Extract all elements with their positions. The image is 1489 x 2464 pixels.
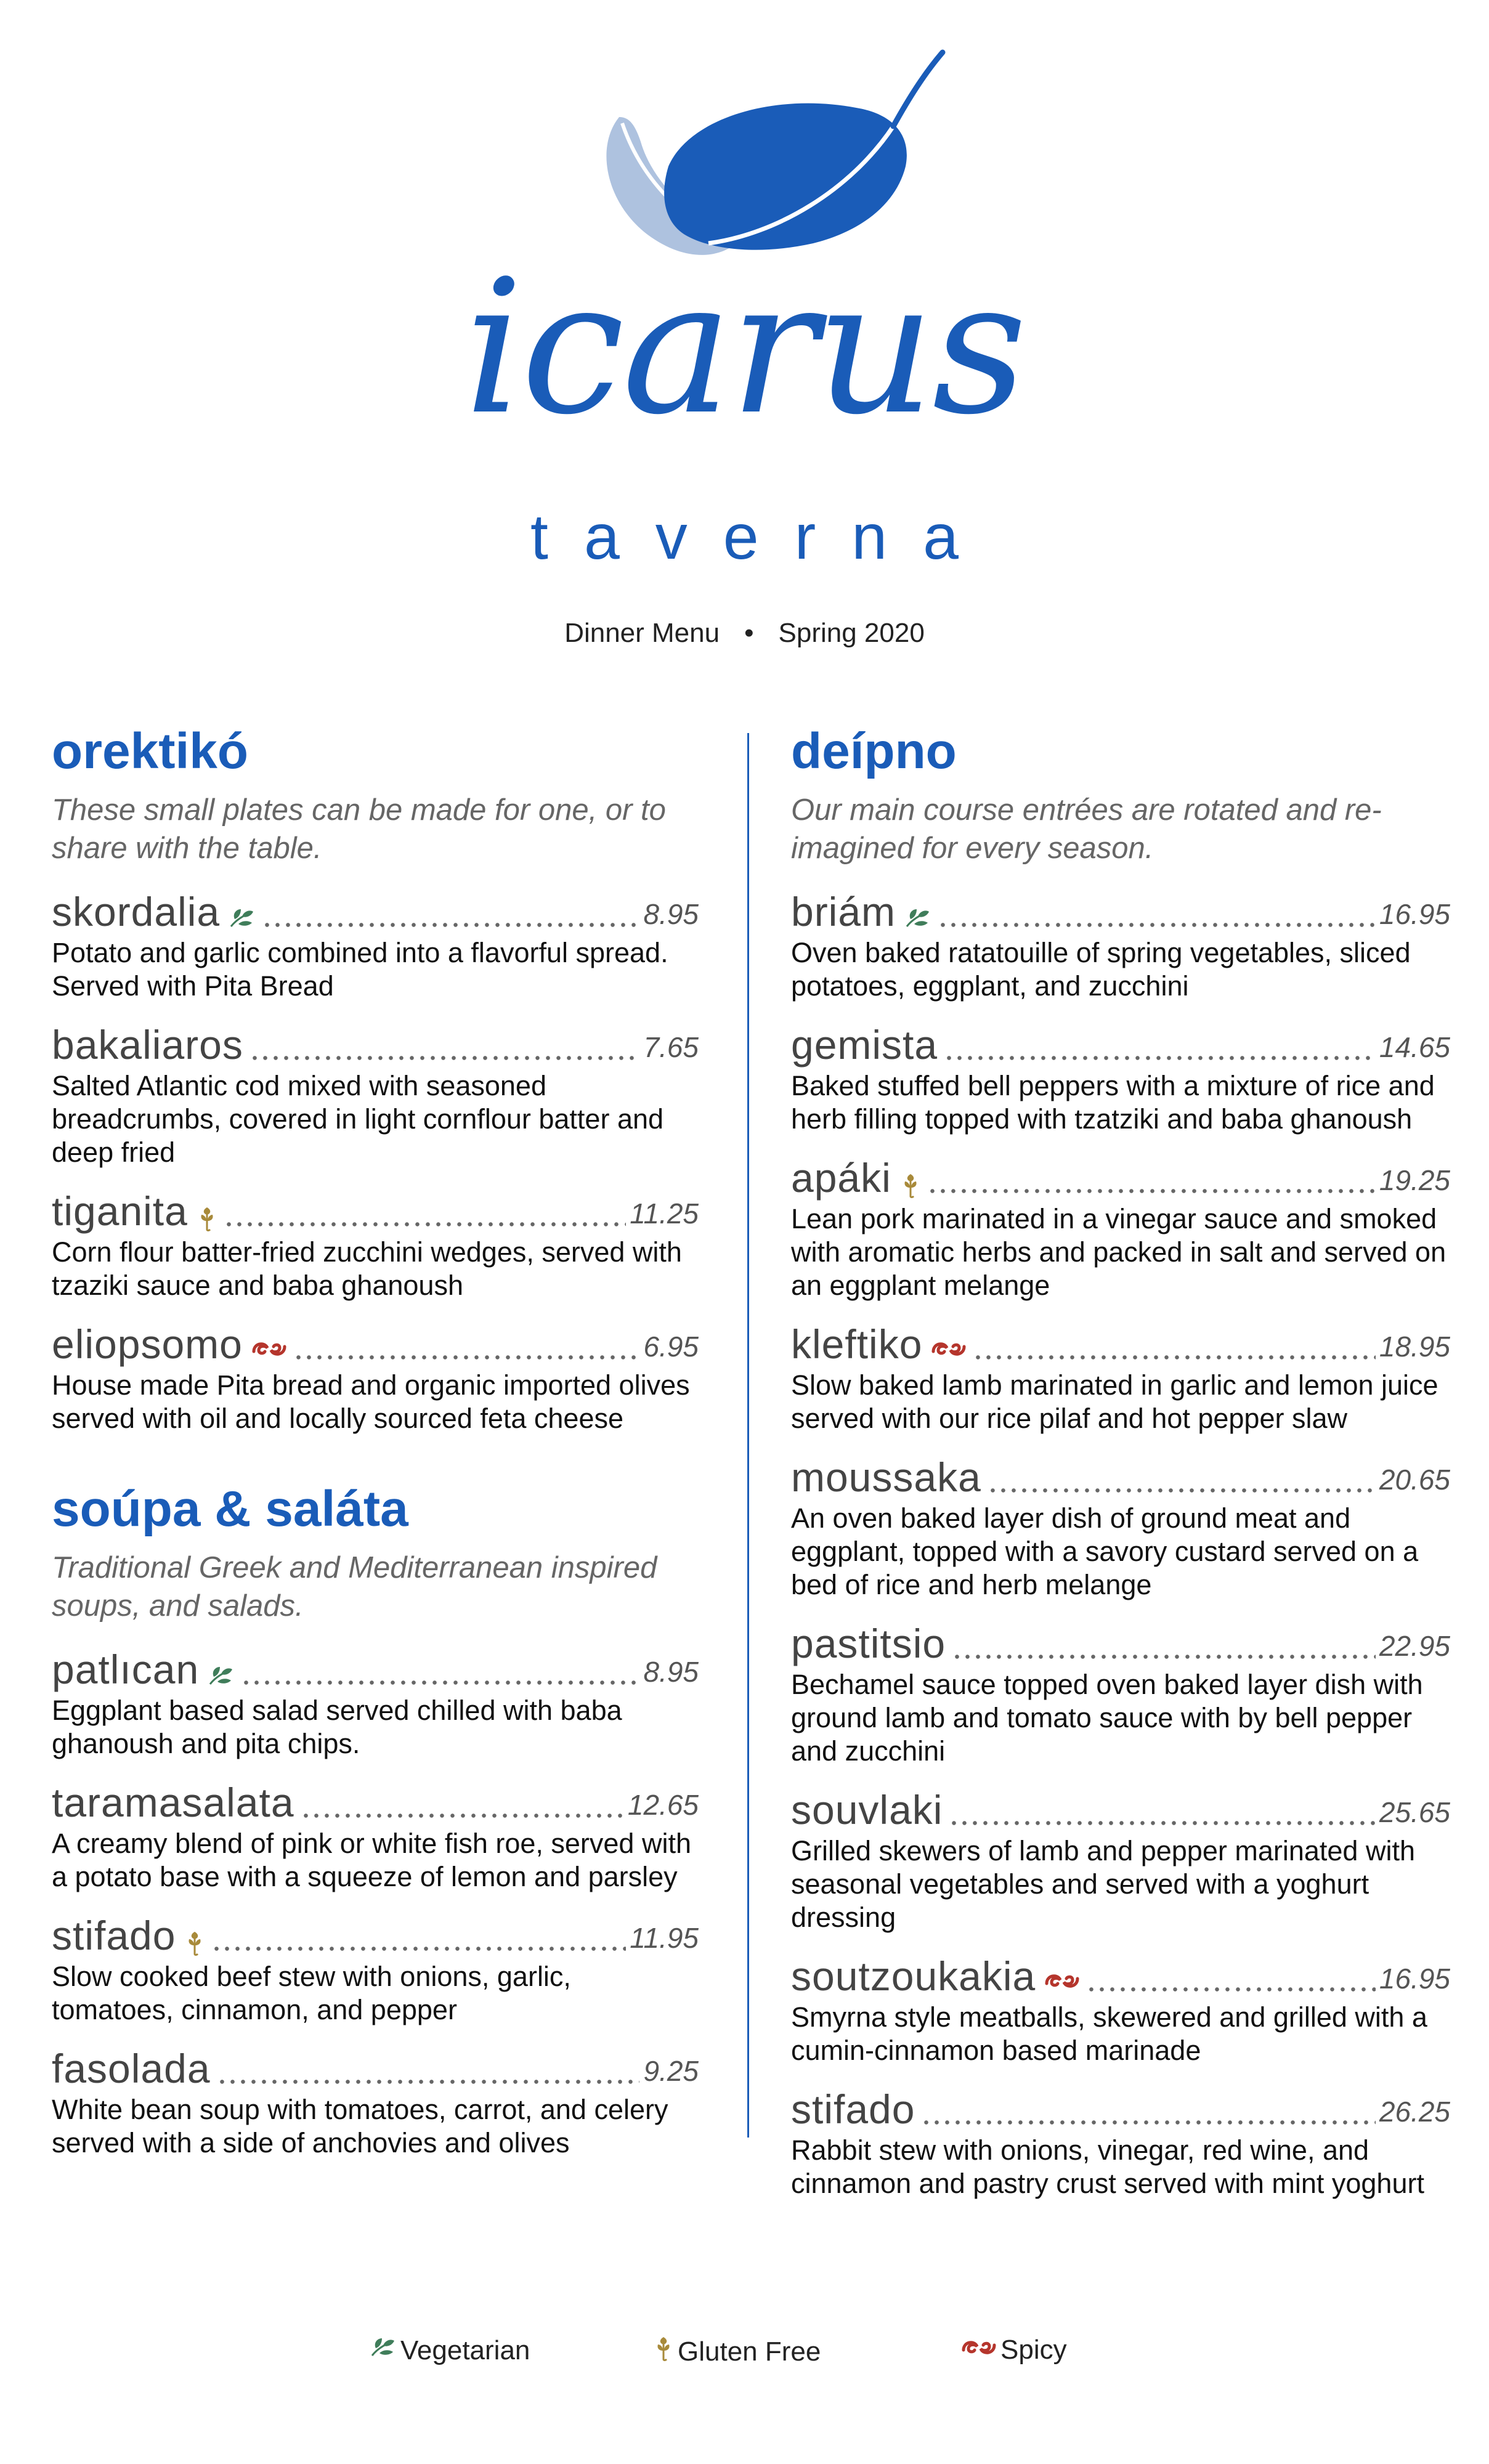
menu-item-description: Rabbit stew with onions, vinegar, red wine, and cinnamon and pastry crust served with mint yoghurt — [791, 2134, 1424, 2199]
section-title: deípno — [791, 723, 957, 779]
dot-leader — [988, 1459, 1376, 1496]
menu-item — [791, 1152, 1450, 1302]
menu-item-header — [52, 886, 699, 936]
menu-item-description: Baked stuffed bell peppers with a mixture of rice and herb filling topped with tzatziki and baba ghanoush — [791, 1070, 1435, 1135]
legend-label: Spicy — [1000, 2335, 1067, 2365]
menu-item-name: pastitsio — [791, 1621, 946, 1666]
menu-item-header — [791, 886, 1450, 936]
dot-leader — [224, 1193, 626, 1230]
menu-item-description: White bean soup with tomatoes, carrot, and celery served with a side of anchovies and olives — [52, 2094, 668, 2158]
menu-item-price: 14.65 — [1379, 1031, 1450, 1063]
menu-item-description: Smyrna style meatballs, skewered and grilled with a cumin-cinnamon based marinade — [791, 2001, 1427, 2066]
menu-item — [791, 1618, 1450, 1768]
section-description: Our main course entrées are rotated and re-imagined for every season. — [791, 793, 1382, 865]
menu-item-name: gemista — [791, 1022, 938, 1068]
menu-title: Dinner Menu — [564, 618, 720, 648]
menu-item — [52, 1318, 699, 1435]
dot-leader — [241, 1651, 639, 1688]
menu-item-header — [791, 1451, 1450, 1502]
dot-leader — [952, 1625, 1376, 1662]
dot-leader — [217, 2050, 640, 2087]
section-title: soúpa & saláta — [52, 1481, 408, 1537]
menu-item-description: Oven baked ratatouille of spring vegetables, sliced potatoes, eggplant, and zucchini — [791, 937, 1411, 1002]
feather-quill — [893, 52, 943, 126]
section-description: These small plates can be made for one, or to share with the table. — [52, 793, 666, 865]
dot-leader — [973, 1326, 1375, 1363]
menu-item-price: 22.95 — [1379, 1630, 1450, 1662]
menu-item — [52, 886, 699, 1003]
gluten-free-icon — [653, 2335, 678, 2369]
menu-item-name: souvlaki — [791, 1787, 943, 1833]
gluten-free-icon — [197, 1205, 217, 1230]
gluten-free-icon — [184, 1929, 205, 1954]
legend-item — [961, 2335, 1067, 2365]
feather-front-shape — [664, 103, 907, 250]
menu-item-price: 20.65 — [1379, 1464, 1450, 1496]
gluten-free-icon — [900, 1172, 921, 1196]
menu-item-description: Potato and garlic combined into a flavorful spread. Served with Pita Bread — [52, 937, 668, 1002]
menu-item-header — [52, 1019, 699, 1069]
menu-subtitle — [0, 615, 1489, 652]
menu-item-price: 16.95 — [1379, 898, 1450, 930]
menu-item-header — [791, 1152, 1450, 1202]
menu-item — [52, 1777, 699, 1894]
menu-item-price: 6.95 — [643, 1331, 699, 1363]
menu-item-description: Slow baked lamb marinated in garlic and lemon juice served with our rice pilaf and hot pepper slaw — [791, 1369, 1438, 1434]
menu-section — [52, 1478, 699, 2160]
menu-item — [52, 2043, 699, 2160]
spicy-icon — [931, 1338, 967, 1363]
vegetarian-icon — [904, 906, 931, 930]
menu-section — [791, 721, 1450, 2200]
menu-item — [791, 2083, 1450, 2200]
menu-item-price: 12.65 — [627, 1789, 699, 1821]
menu-item-description: Bechamel sauce topped oven baked layer dish with ground lamb and tomato sauce with by bell pepper and zucchini — [791, 1669, 1423, 1767]
menu-item-header — [52, 1777, 699, 1827]
left-column — [52, 721, 699, 2203]
spicy-icon — [251, 1338, 287, 1363]
menu-item-name: tiganita — [52, 1188, 188, 1234]
menu-item-name: stifado — [52, 1913, 176, 1958]
legend-label: Gluten Free — [678, 2336, 821, 2367]
menu-item-name: kleftiko — [791, 1321, 923, 1367]
menu-item — [52, 1185, 699, 1302]
menu-item-header — [791, 1950, 1450, 2001]
menu-item-header — [791, 1318, 1450, 1369]
menu-item-name: fasolada — [52, 2046, 211, 2091]
brand-name: icarus — [464, 240, 1025, 455]
menu-item-header — [791, 1784, 1450, 1834]
menu-item-name: bakaliaros — [52, 1022, 243, 1068]
menu-item-price: 19.25 — [1379, 1164, 1450, 1196]
menu-item-description: Lean pork marinated in a vinegar sauce and smoked with aromatic herbs and packed in salt and served on an eggplant melange — [791, 1203, 1446, 1301]
menu-item-price: 7.65 — [643, 1031, 699, 1063]
legend-label: Vegetarian — [400, 2335, 530, 2365]
menu-section — [52, 721, 699, 1435]
menu-item — [52, 1643, 699, 1761]
menu-item-header — [52, 2043, 699, 2093]
dot-leader — [938, 893, 1376, 930]
menu-item-description: Grilled skewers of lamb and pepper marinated with seasonal vegetables and served with a yoghurt dressing — [791, 1835, 1415, 1933]
menu-item-description: Corn flour batter-fried zucchini wedges, served with tzaziki sauce and baba ghanoush — [52, 1236, 682, 1301]
menu-item-header — [791, 1618, 1450, 1668]
dot-leader — [1086, 1958, 1376, 1995]
section-description: Traditional Greek and Mediterranean inspired soups, and salads. — [52, 1551, 657, 1623]
menu-item-name: eliopsomo — [52, 1321, 243, 1367]
menu-item-header — [791, 1019, 1450, 1069]
menu-item-header — [52, 1185, 699, 1236]
menu-season: Spring 2020 — [778, 618, 925, 648]
menu-item — [791, 1318, 1450, 1435]
menu-item-header — [52, 1910, 699, 1960]
menu-item-name: skordalia — [52, 889, 221, 934]
spicy-icon — [1044, 1970, 1080, 1995]
subtitle-separator: • — [744, 618, 754, 648]
brand-subname: taverna — [530, 501, 994, 573]
vegetarian-icon — [208, 1663, 235, 1688]
menu-item-price: 26.25 — [1379, 2096, 1450, 2128]
menu-item-price: 8.95 — [643, 898, 699, 930]
menu-item-name: patlıcan — [52, 1647, 200, 1692]
menu-item — [52, 1019, 699, 1169]
menu-item-description: Slow cooked beef stew with onions, garlic, tomatoes, cinnamon, and pepper — [52, 1961, 571, 2025]
menu-item-name: apáki — [791, 1155, 891, 1201]
menu-item — [791, 886, 1450, 1003]
menu-item — [791, 1019, 1450, 1136]
menu-item — [791, 1451, 1450, 1602]
dot-leader — [921, 2091, 1375, 2128]
menu-item-price: 11.95 — [630, 1922, 699, 1954]
dot-leader — [293, 1326, 640, 1363]
menu-item-price: 8.95 — [643, 1656, 699, 1688]
menu-item-name: taramasalata — [52, 1780, 294, 1825]
menu-item-header — [52, 1318, 699, 1369]
dot-leader — [250, 1026, 640, 1063]
right-column — [791, 721, 1450, 2243]
spicy-icon — [961, 2335, 1000, 2365]
menu-item-name: moussaka — [791, 1454, 981, 1500]
menu-item-header — [52, 1643, 699, 1694]
menu-item-description: A creamy blend of pink or white fish roe, served with a potato base with a squeeze of lemon and parsley — [52, 1828, 691, 1892]
menu-item-header — [791, 2083, 1450, 2134]
dot-leader — [211, 1917, 626, 1954]
column-divider — [747, 733, 749, 2138]
menu-item-name: briám — [791, 889, 896, 934]
menu-item-price: 11.25 — [630, 1198, 699, 1230]
dot-leader — [262, 893, 639, 930]
section-title: orektikó — [52, 723, 248, 779]
vegetarian-icon — [229, 906, 256, 930]
legend — [0, 2335, 1489, 2378]
menu-item-description: House made Pita bread and organic imported olives served with oil and locally sourced feta cheese — [52, 1369, 690, 1434]
dot-leader — [301, 1784, 624, 1821]
menu-item-description: An oven baked layer dish of ground meat and eggplant, topped with a savory custard served on a bed of rice and herb melange — [791, 1502, 1419, 1600]
menu-item-price: 16.95 — [1379, 1963, 1450, 1995]
menu-item — [791, 1950, 1450, 2067]
menu-item — [791, 1784, 1450, 1934]
menu-item-name: stifado — [791, 2086, 915, 2132]
dot-leader — [944, 1026, 1376, 1063]
menu-item-name: soutzoukakia — [791, 1953, 1036, 1999]
vegetarian-icon — [370, 2335, 400, 2366]
dot-leader — [949, 1791, 1375, 1828]
menu-item-description: Salted Atlantic cod mixed with seasoned breadcrumbs, covered in light cornflour batter and deep fried — [52, 1070, 664, 1168]
menu-item-price: 18.95 — [1379, 1331, 1450, 1363]
menu-item-price: 25.65 — [1379, 1796, 1450, 1828]
menu-item-price: 9.25 — [643, 2055, 699, 2087]
legend-item — [370, 2335, 530, 2366]
dot-leader — [927, 1159, 1376, 1196]
menu-item-description: Eggplant based salad served chilled with baba ghanoush and pita chips. — [52, 1695, 622, 1759]
legend-item — [653, 2335, 821, 2369]
menu-item — [52, 1910, 699, 2027]
